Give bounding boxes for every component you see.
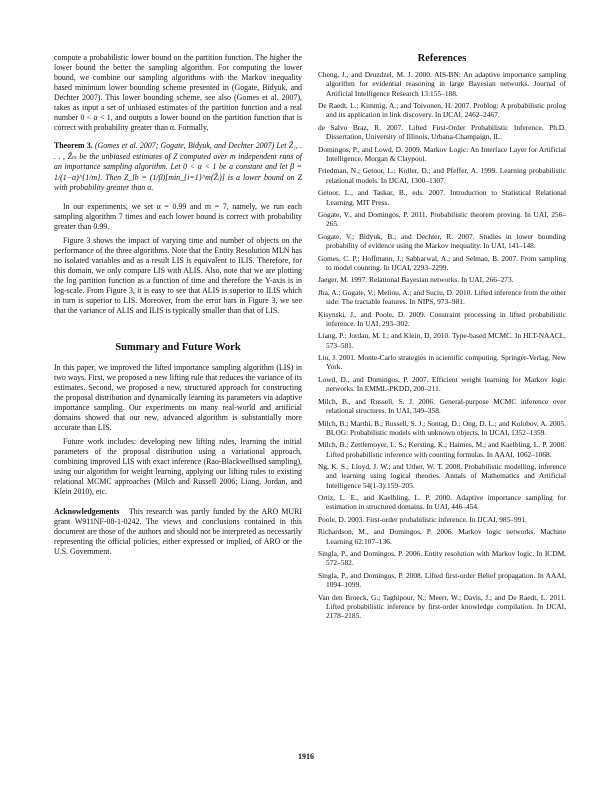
section-heading-references: References	[417, 53, 467, 64]
body-paragraph: In this paper, we improved the lifted importance sampling algorithm (LIS) in two ways. First, we proposed a new lifting rule that reduces the variance of its estimates. Second, we proposed a new, structured approach for constructing the proposal distribution and dynamically learning its parameters via adaptive importance sampling. Our experiments on many real-world and artificial domains showed that our new, advanced algorithm is substantially more accurate than LIS.	[54, 362, 302, 432]
reference-entry: de Salvo Braz, R. 2007. Lifted First-Order Probabilistic Inference. Ph.D. Dissertation, University of Illinois, Urbana-Champaign, IL.	[318, 122, 566, 142]
reference-entry: Gogate, V.; Bidyuk, B.; and Dechter, R. 2007. Studies in lower bounding probability of evidence using the Markov inequality. In UAI, 141–148.	[318, 231, 566, 251]
body-paragraph: Future work includes: developing new lifting rules, learning the initial parameters of the proposal distribution using a variational approach, combining improved LIS with exact inference (Rao-Blackwellised sampling), using our algorithm for weight learning, applying our lifting rules to existing relational MCMC approaches (Milch and Russell 2006; Liang, Jordan, and Klein 2010), etc.	[54, 436, 302, 496]
reference-entry: Liang, P.; Jordan, M. I.; and Klein, D. 2010. Type-based MCMC. In HLT-NAACL, 573–581.	[318, 331, 566, 350]
reference-entry: Poole, D. 2003. First-order probabilistic inference. In IJCAI, 985–991.	[318, 514, 527, 524]
reference-list	[318, 70, 566, 621]
reference-entry: Cheng, J., and Druzdzel, M. J. 2000. AIS-BN: An adaptive importance sampling algorithm for evidential reasoning in large Bayesian networks. Journal of Artificial Intelligence Research 13:155–188.	[318, 70, 566, 98]
reference-entry: Ortiz, L. E., and Kaelbling, L. P. 2000. Adaptive importance sampling for estimation in structured domains. In UAI, 446–454.	[318, 493, 566, 512]
reference-entry: Jha, A.; Gogate, V.; Meliou, A.; and Suciu, D. 2010. Lifted inference from the other side: The tractable features. In NIPS, 973–981.	[318, 287, 566, 307]
left-column	[54, 53, 302, 557]
reference-entry: Ng, K. S.; Lloyd, J. W.; and Uther, W. T. 2008. Probabilistic modelling, inference and learning using logical theories. Annals of Mathematics and Artificial Intelligence 54(1-3):159–205.	[318, 462, 566, 490]
reference-entry: Milch, B., and Russell, S. J. 2006. General-purpose MCMC inference over relational structures. In UAI, 349–358.	[318, 396, 566, 416]
acknowledgements	[54, 507, 302, 557]
section-heading-summary: Summary and Future Work	[115, 341, 241, 353]
theorem-label: Theorem 3.	[54, 141, 93, 150]
reference-entry: Jaeger, M. 1997. Relational Bayesian networks. In UAI, 266–273.	[318, 275, 514, 285]
reference-entry: Gomes, C. P.; Hoffmann, J.; Sabharwal, A.; and Selman, B. 2007. From sampling to model counting. In IJCAI, 2293–2299.	[318, 253, 566, 272]
reference-entry: Kisynski, J., and Poole, D. 2009. Constraint processing in lifted probabilistic inference. In UAI, 293–302.	[318, 309, 566, 328]
reference-entry: Milch, B.; Marthi, B.; Russell, S. J.; Sontag, D.; Ong, D. L.; and Kolobov, A. 2005. BLOG: Probabilistic models with unknown objects. In IJCAI, 1352–1359.	[318, 418, 566, 437]
acknowledgements-title: Acknowledgements	[54, 506, 120, 516]
reference-entry: Getoor, L., and Taskar, B., eds. 2007. Introduction to Statistical Relational Learning. MIT Press.	[318, 188, 566, 207]
page-number: 1916	[298, 752, 314, 761]
reference-entry: Liu, J. 2001. Monte-Carlo strategies in scientific computing. Springer-Verlag, New York.	[318, 353, 566, 372]
body-paragraph: Figure 3 shows the impact of varying time and number of objects on the performance of the three algorithms. Note that the Entity Resolution MLN has no isolated variables and as a result LIS is equivalent to ILIS. Therefore, for this domain, we only compare LIS with ALIS. Also, note that we are plotting the log partition function as a function of time and therefore the Y-axis is in log-scale. From Figure 3, it is easy to see that ALIS is superior to ILIS which in turn is superior to LIS. Moreover, from the error bars in Figure 3, we see that the variance of ALIS and ILIS is typically smaller than that of LIS.	[54, 235, 302, 315]
reference-entry: Richardson, M., and Domingos, P. 2006. Markov logic networks. Machine Learning 62:107–136.	[318, 527, 566, 546]
reference-entry: Singla, P., and Domingos, P. 2006. Entity resolution with Markov logic. In ICDM, 572–582.	[318, 549, 566, 568]
body-paragraph: compute a probabilistic lower bound on the partition function. The higher the lower bound the better the sampling algorithm. For computing the lower bound, we combine our sampling algorithms with the Markov inequality based minimum lower bounding scheme presented in (Gogate, Bidyuk, and Dechter 2007). This lower bounding scheme, see also (Gomes et al. 2007), takes as input a set of unbiased estimates of the partition function and a real number 0 < α < 1, and outputs a lower bound on the partition function that is correct with probability greater than α. Formally,	[54, 53, 302, 132]
reference-entry: De Raedt, L.; Kimmig, A.; and Toivonen, H. 2007. Problog: A probabilistic prolog and its application in link discovery. In IJCAI, 2462–2467.	[318, 101, 566, 120]
reference-entry: Van den Broeck, G.; Taghipour, N.; Meert, W.; Davis, J.; and De Raedt, L. 2011. Lifted probabilistic inference by first-order knowledge compilation. In IJCAI, 2178–2185.	[318, 592, 566, 621]
reference-entry: Singla, P., and Domingos, P. 2008. Lifted first-order Belief propagation. In AAAI, 1094–1099.	[318, 570, 566, 590]
reference-entry: Gogate, V., and Domingos, P. 2011. Probabilistic theorem proving. In UAI, 256–265.	[318, 209, 566, 229]
theorem-block	[54, 141, 302, 194]
body-paragraph: In our experiments, we set α = 0.99 and m = 7, namely, we run each sampling algorithm 7 times and each lower bound is correct with probability greater than 0.99.	[54, 201, 302, 231]
reference-entry: Domingos, P., and Lowd, D. 2009. Markov Logic: An Interface Layer for Artificial Intelligence. Morgan & Claypool.	[318, 144, 566, 163]
theorem-text: (Gomes et al. 2007; Gogate, Bidyuk, and Dechter 2007) Let Ẑ₁, . . . , Ẑₘ be the unbiased estimates of Z computed over m independent runs of an importance sampling algorithm. Let 0 < α < 1 be a constant and let β = 1/(1−α)^{1/m}. Then Z_lb = (1/β)[min_{i=1}^m(Ẑᵢ)] is a lower bound on Z with probability greater than α.	[54, 141, 302, 193]
reference-entry: Friedman, N.; Getoor, L.; Koller, D.; and Pfeffer, A. 1999. Learning probabilistic relational models. In IJCAI, 1300–1307.	[318, 166, 566, 185]
acknowledgements-text: This research was partly funded by the ARO MURI grant W911NF-08-1-0242. The views and conclusions contained in this document are those of the authors and should not be interpreted as necessarily representing the official policies, either expressed or implied, of ARO or the U.S. Government.	[54, 506, 302, 556]
right-column	[318, 53, 566, 624]
reference-entry: Milch, B.; Zettlemoyer, L. S.; Kersting, K.; Haimes, M.; and Kaelbling, L. P. 2008. Lifted probabilistic inference with counting formulas. In AAAI, 1062–1068.	[318, 440, 566, 459]
reference-entry: Lowd, D., and Domingos, P. 2007. Efficient weight learning for Markov logic networks. In EMML-PKDD, 200–211.	[318, 374, 566, 394]
